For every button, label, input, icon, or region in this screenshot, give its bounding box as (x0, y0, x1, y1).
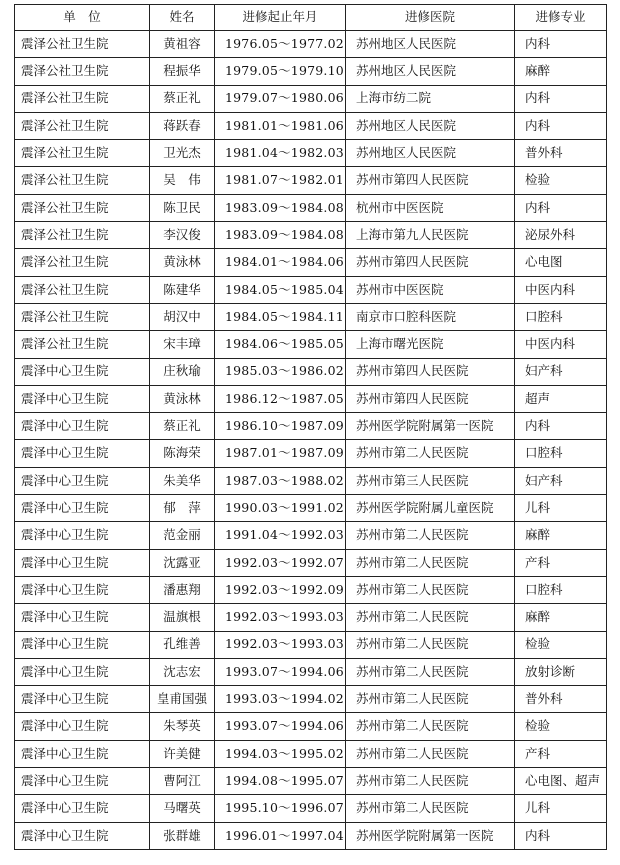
cell-unit: 震泽公社卫生院 (15, 276, 150, 303)
cell-unit: 震泽中心卫生院 (15, 713, 150, 740)
table-row (15, 740, 607, 767)
cell-name: 胡汉中 (150, 303, 215, 330)
cell-hospital: 南京市口腔科医院 (346, 303, 515, 330)
cell-period: 1976.05～1977.02 (215, 31, 346, 58)
cell-specialty: 麻醉 (515, 522, 607, 549)
cell-name: 马曙英 (150, 795, 215, 822)
cell-name: 朱美华 (150, 467, 215, 494)
cell-name: 郁 萍 (150, 495, 215, 522)
cell-specialty: 放射诊断 (515, 658, 607, 685)
cell-unit: 震泽中心卫生院 (15, 740, 150, 767)
cell-specialty: 检验 (515, 631, 607, 658)
header-specialty: 进修专业 (515, 5, 607, 31)
table-row (15, 276, 607, 303)
cell-hospital: 苏州地区人民医院 (346, 112, 515, 139)
cell-period: 1987.01～1987.09 (215, 440, 346, 467)
cell-specialty: 超声 (515, 385, 607, 412)
cell-specialty: 口腔科 (515, 440, 607, 467)
cell-specialty: 妇产科 (515, 358, 607, 385)
table-row (15, 822, 607, 849)
cell-unit: 震泽中心卫生院 (15, 686, 150, 713)
cell-name: 曹阿江 (150, 768, 215, 795)
cell-unit: 震泽中心卫生院 (15, 358, 150, 385)
cell-name: 沈志宏 (150, 658, 215, 685)
cell-unit: 震泽公社卫生院 (15, 194, 150, 221)
cell-specialty: 妇产科 (515, 467, 607, 494)
cell-hospital: 苏州地区人民医院 (346, 140, 515, 167)
cell-unit: 震泽中心卫生院 (15, 413, 150, 440)
cell-unit: 震泽中心卫生院 (15, 658, 150, 685)
cell-name: 范金丽 (150, 522, 215, 549)
cell-unit: 震泽中心卫生院 (15, 822, 150, 849)
table-row (15, 194, 607, 221)
table-row (15, 222, 607, 249)
cell-period: 1985.03～1986.02 (215, 358, 346, 385)
cell-hospital: 苏州市第二人民医院 (346, 631, 515, 658)
cell-hospital: 上海市第九人民医院 (346, 222, 515, 249)
cell-unit: 震泽公社卫生院 (15, 112, 150, 139)
cell-name: 张群雄 (150, 822, 215, 849)
table-row (15, 58, 607, 85)
cell-name: 孔维善 (150, 631, 215, 658)
cell-period: 1984.06～1985.05 (215, 331, 346, 358)
cell-name: 皇甫国强 (150, 686, 215, 713)
cell-period: 1995.10～1996.07 (215, 795, 346, 822)
cell-name: 朱琴英 (150, 713, 215, 740)
cell-unit: 震泽中心卫生院 (15, 440, 150, 467)
table-row (15, 358, 607, 385)
table-row (15, 495, 607, 522)
cell-hospital: 苏州医学院附属第一医院 (346, 822, 515, 849)
cell-unit: 震泽中心卫生院 (15, 795, 150, 822)
cell-hospital: 苏州市第二人民医院 (346, 658, 515, 685)
cell-period: 1994.08～1995.07 (215, 768, 346, 795)
cell-name: 温旗根 (150, 604, 215, 631)
cell-specialty: 检验 (515, 713, 607, 740)
cell-hospital: 苏州市第二人民医院 (346, 576, 515, 603)
table-row (15, 31, 607, 58)
cell-unit: 震泽中心卫生院 (15, 631, 150, 658)
table-row (15, 467, 607, 494)
cell-name: 宋丰璋 (150, 331, 215, 358)
cell-unit: 震泽中心卫生院 (15, 467, 150, 494)
cell-unit: 震泽公社卫生院 (15, 85, 150, 112)
cell-unit: 震泽中心卫生院 (15, 549, 150, 576)
cell-name: 陈卫民 (150, 194, 215, 221)
cell-name: 李汉俊 (150, 222, 215, 249)
table-row (15, 522, 607, 549)
cell-name: 黄祖容 (150, 31, 215, 58)
cell-period: 1992.03～1993.03 (215, 631, 346, 658)
cell-period: 1981.07～1982.01 (215, 167, 346, 194)
cell-hospital: 苏州市第二人民医院 (346, 604, 515, 631)
cell-hospital: 苏州医学院附属儿童医院 (346, 495, 515, 522)
table-row (15, 658, 607, 685)
table-row (15, 331, 607, 358)
table-row (15, 85, 607, 112)
cell-name: 陈海荣 (150, 440, 215, 467)
cell-unit: 震泽中心卫生院 (15, 385, 150, 412)
cell-specialty: 产科 (515, 549, 607, 576)
cell-specialty: 泌尿外科 (515, 222, 607, 249)
cell-hospital: 苏州市第四人民医院 (346, 249, 515, 276)
cell-period: 1992.03～1992.09 (215, 576, 346, 603)
cell-specialty: 普外科 (515, 140, 607, 167)
cell-name: 潘惠翔 (150, 576, 215, 603)
cell-name: 蔡正礼 (150, 413, 215, 440)
cell-period: 1983.09～1984.08 (215, 194, 346, 221)
table-row (15, 795, 607, 822)
table-row (15, 413, 607, 440)
training-records-table (14, 4, 607, 850)
cell-period: 1990.03～1991.02 (215, 495, 346, 522)
cell-hospital: 苏州市第二人民医院 (346, 740, 515, 767)
cell-specialty: 心电图、超声 (515, 768, 607, 795)
cell-unit: 震泽公社卫生院 (15, 331, 150, 358)
cell-hospital: 苏州医学院附属第一医院 (346, 413, 515, 440)
cell-specialty: 中医内科 (515, 276, 607, 303)
cell-specialty: 儿科 (515, 495, 607, 522)
table-row (15, 686, 607, 713)
cell-hospital: 苏州市第二人民医院 (346, 768, 515, 795)
cell-unit: 震泽中心卫生院 (15, 576, 150, 603)
cell-period: 1986.12～1987.05 (215, 385, 346, 412)
cell-period: 1984.05～1985.04 (215, 276, 346, 303)
table-row (15, 768, 607, 795)
cell-period: 1979.07～1980.06 (215, 85, 346, 112)
cell-name: 沈露亚 (150, 549, 215, 576)
cell-specialty: 内科 (515, 85, 607, 112)
cell-period: 1984.01～1984.06 (215, 249, 346, 276)
header-row (15, 5, 607, 31)
table-row (15, 440, 607, 467)
cell-period: 1992.03～1993.03 (215, 604, 346, 631)
cell-name: 卫光杰 (150, 140, 215, 167)
cell-name: 许美健 (150, 740, 215, 767)
cell-specialty: 检验 (515, 167, 607, 194)
cell-specialty: 内科 (515, 413, 607, 440)
cell-hospital: 苏州市第二人民医院 (346, 549, 515, 576)
cell-hospital: 苏州市第二人民医院 (346, 795, 515, 822)
cell-period: 1994.03～1995.02 (215, 740, 346, 767)
cell-period: 1981.01～1981.06 (215, 112, 346, 139)
cell-specialty: 内科 (515, 822, 607, 849)
cell-name: 程振华 (150, 58, 215, 85)
cell-hospital: 苏州地区人民医院 (346, 31, 515, 58)
cell-specialty: 中医内科 (515, 331, 607, 358)
cell-name: 黄泳林 (150, 385, 215, 412)
cell-specialty: 心电图 (515, 249, 607, 276)
table-row (15, 576, 607, 603)
cell-hospital: 苏州市第二人民医院 (346, 713, 515, 740)
cell-name: 庄秋瑜 (150, 358, 215, 385)
cell-hospital: 苏州市第四人民医院 (346, 358, 515, 385)
table-row (15, 631, 607, 658)
header-name: 姓名 (150, 5, 215, 31)
cell-specialty: 口腔科 (515, 576, 607, 603)
table-row (15, 303, 607, 330)
cell-unit: 震泽公社卫生院 (15, 31, 150, 58)
cell-specialty: 普外科 (515, 686, 607, 713)
cell-specialty: 麻醉 (515, 58, 607, 85)
cell-hospital: 苏州市第四人民医院 (346, 167, 515, 194)
cell-specialty: 麻醉 (515, 604, 607, 631)
cell-hospital: 苏州市第二人民医院 (346, 686, 515, 713)
cell-period: 1986.10～1987.09 (215, 413, 346, 440)
page (14, 4, 606, 850)
cell-period: 1979.05～1979.10 (215, 58, 346, 85)
cell-period: 1996.01～1997.04 (215, 822, 346, 849)
cell-unit: 震泽公社卫生院 (15, 249, 150, 276)
cell-specialty: 内科 (515, 31, 607, 58)
cell-name: 蔡正礼 (150, 85, 215, 112)
cell-specialty: 内科 (515, 194, 607, 221)
cell-hospital: 苏州市第三人民医院 (346, 467, 515, 494)
cell-name: 蒋跃春 (150, 112, 215, 139)
table-row (15, 167, 607, 194)
cell-specialty: 口腔科 (515, 303, 607, 330)
cell-hospital: 上海市曙光医院 (346, 331, 515, 358)
table-body (15, 31, 607, 850)
cell-period: 1983.09～1984.08 (215, 222, 346, 249)
table-row (15, 249, 607, 276)
cell-period: 1984.05～1984.11 (215, 303, 346, 330)
table-row (15, 140, 607, 167)
header-hospital: 进修医院 (346, 5, 515, 31)
table-row (15, 112, 607, 139)
cell-period: 1991.04～1992.03 (215, 522, 346, 549)
cell-name: 黄泳林 (150, 249, 215, 276)
cell-unit: 震泽公社卫生院 (15, 167, 150, 194)
cell-period: 1981.04～1982.03 (215, 140, 346, 167)
cell-hospital: 苏州市第二人民医院 (346, 522, 515, 549)
cell-unit: 震泽中心卫生院 (15, 604, 150, 631)
table-row (15, 713, 607, 740)
cell-hospital: 上海市纺二院 (346, 85, 515, 112)
cell-hospital: 苏州市第四人民医院 (346, 385, 515, 412)
table-row (15, 549, 607, 576)
cell-name: 吴 伟 (150, 167, 215, 194)
cell-unit: 震泽中心卫生院 (15, 768, 150, 795)
header-unit: 单 位 (15, 5, 150, 31)
cell-unit: 震泽中心卫生院 (15, 522, 150, 549)
cell-hospital: 苏州市中医医院 (346, 276, 515, 303)
table-row (15, 604, 607, 631)
cell-unit: 震泽公社卫生院 (15, 140, 150, 167)
cell-unit: 震泽公社卫生院 (15, 58, 150, 85)
cell-period: 1992.03～1992.07 (215, 549, 346, 576)
cell-period: 1993.07～1994.06 (215, 658, 346, 685)
cell-period: 1987.03～1988.02 (215, 467, 346, 494)
cell-specialty: 产科 (515, 740, 607, 767)
cell-hospital: 苏州地区人民医院 (346, 58, 515, 85)
cell-period: 1993.07～1994.06 (215, 713, 346, 740)
cell-unit: 震泽中心卫生院 (15, 495, 150, 522)
cell-period: 1993.03～1994.02 (215, 686, 346, 713)
cell-hospital: 苏州市第二人民医院 (346, 440, 515, 467)
cell-specialty: 儿科 (515, 795, 607, 822)
header-period: 进修起止年月 (215, 5, 346, 31)
cell-specialty: 内科 (515, 112, 607, 139)
table-row (15, 385, 607, 412)
cell-name: 陈建华 (150, 276, 215, 303)
cell-unit: 震泽公社卫生院 (15, 222, 150, 249)
cell-hospital: 杭州市中医医院 (346, 194, 515, 221)
cell-unit: 震泽公社卫生院 (15, 303, 150, 330)
